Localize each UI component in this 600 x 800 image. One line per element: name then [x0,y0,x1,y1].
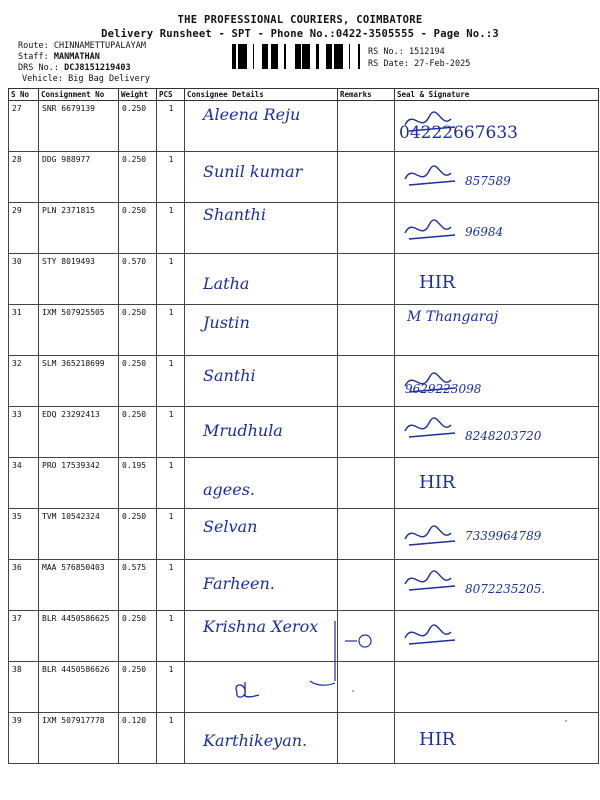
row-sno: 36 [9,560,39,611]
col-consignee: Consignee Details [185,89,338,101]
row-pcs: 1 [157,560,185,611]
row-weight: 0.250 [119,662,157,713]
row-remarks [338,560,395,611]
consignee-handwriting: Aleena Reju [203,105,301,124]
scribble-icon [185,662,335,712]
table-row [9,662,599,713]
speck [565,720,567,722]
consignee-handwriting: Karthikeyan. [203,731,308,750]
consignee-handwriting: Krishna Xerox [203,617,319,636]
row-consignment: SLM 365218699 [39,356,119,407]
row-signature [395,407,599,458]
row-consignment: IXM 507917778 [39,713,119,764]
row-consignment: STY 8019493 [39,254,119,305]
row-sno: 38 [9,662,39,713]
row-sno: 31 [9,305,39,356]
row-consignment: IXM 507925505 [39,305,119,356]
row-weight: 0.250 [119,356,157,407]
row-weight: 0.250 [119,203,157,254]
row-remarks [338,356,395,407]
rs-date-line: RS Date: 27-Feb-2025 [368,59,471,69]
runsheet-title: Delivery Runsheet - SPT - Phone No.:0422-3505555 - Page No.:3 [101,28,499,40]
row-weight: 0.250 [119,305,157,356]
row-weight: 0.250 [119,407,157,458]
row-signature [395,203,599,254]
row-consignee [185,560,338,611]
row-consignee [185,407,338,458]
row-pcs: 1 [157,407,185,458]
row-remarks [338,152,395,203]
table-row [9,407,599,458]
vehicle-line: Vehicle: Big Bag Delivery [22,74,150,84]
row-sno: 37 [9,611,39,662]
consignee-handwriting: Farheen. [203,574,275,593]
row-weight: 0.250 [119,101,157,152]
row-signature [395,152,599,203]
row-consignment: SNR 6679139 [39,101,119,152]
speck [352,690,354,692]
company-name: THE PROFESSIONAL COURIERS, COIMBATORE [177,14,423,26]
row-weight: 0.120 [119,713,157,764]
row-remarks [338,305,395,356]
signature-text: M Thangaraj [407,309,499,325]
row-sno: 34 [9,458,39,509]
row-signature [395,356,599,407]
row-sno: 28 [9,152,39,203]
row-signature [395,101,599,152]
row-weight: 0.570 [119,254,157,305]
row-consignment: PLN 2371815 [39,203,119,254]
col-consignment: Consignment No [39,89,119,101]
row-consignee [185,254,338,305]
staff-line: Staff: MANMATHAN [18,52,100,62]
row-pcs: 1 [157,458,185,509]
table-row [9,152,599,203]
row-signature [395,509,599,560]
consignee-handwriting: Shanthi [203,205,266,224]
table-row [9,305,599,356]
consignee-handwriting: agees. [203,480,256,499]
row-sno: 33 [9,407,39,458]
signature-phone: 9629223098 [405,382,482,396]
row-consignment: EDQ 23292413 [39,407,119,458]
table-row [9,713,599,764]
signature-phone: 04222667633 [399,123,518,143]
table-row [9,458,599,509]
signature-text: HIR [419,272,456,293]
signature-phone: 8072235205. [465,582,546,596]
row-pcs: 1 [157,662,185,713]
consignee-handwriting: Justin [203,313,250,332]
signature-phone: 8248203720 [465,429,542,443]
row-consignment: DDG 988977 [39,152,119,203]
table-header [9,89,599,101]
consignee-handwriting: Selvan [203,517,258,536]
col-weight: Weight [119,89,157,101]
row-weight: 0.250 [119,611,157,662]
row-consignee [185,152,338,203]
row-remarks [338,509,395,560]
row-sno: 27 [9,101,39,152]
table-row [9,509,599,560]
row-consignee [185,458,338,509]
col-remarks: Remarks [338,89,395,101]
consignee-handwriting: Latha [203,274,250,293]
drs-line: DRS No.: DCJ8151219403 [18,63,131,73]
row-pcs: 1 [157,509,185,560]
row-sno: 32 [9,356,39,407]
row-pcs: 1 [157,611,185,662]
table-row [9,356,599,407]
barcode-icon [232,44,360,69]
row-signature [395,560,599,611]
row-remarks [338,203,395,254]
signature-text: HIR [419,729,456,750]
table-row [9,203,599,254]
row-consignee [185,356,338,407]
row-pcs: 1 [157,254,185,305]
row-signature [395,713,599,764]
signature-phone: 857589 [465,174,511,188]
col-pcs: PCS [157,89,185,101]
route-line: Route: CHINNAMETTUPALAYAM [18,41,146,51]
row-sno: 35 [9,509,39,560]
row-remarks [338,254,395,305]
signature-icon [395,356,595,406]
row-consignee [185,305,338,356]
row-pcs: 1 [157,203,185,254]
signature-phone: 7339964789 [465,529,542,543]
row-consignee [185,101,338,152]
consignee-handwriting: Sunil kumar [203,162,303,181]
row-pcs: 1 [157,356,185,407]
signature-phone: 96984 [465,225,504,239]
table-row [9,101,599,152]
row-pcs: 1 [157,101,185,152]
table-row [9,611,599,662]
signature-icon [395,611,595,661]
col-signature: Seal & Signature [395,89,599,101]
row-remarks [338,458,395,509]
row-consignee [185,611,338,662]
row-weight: 0.575 [119,560,157,611]
row-consignment: TVM 10542324 [39,509,119,560]
row-pcs: 1 [157,152,185,203]
row-signature [395,254,599,305]
signature-text: HIR [419,472,456,493]
row-sno: 30 [9,254,39,305]
row-signature [395,305,599,356]
consignee-handwriting: Mrudhula [203,421,283,440]
row-consignee [185,509,338,560]
row-remarks [338,713,395,764]
row-consignee [185,662,338,713]
table-row [9,254,599,305]
runsheet-table [8,88,599,764]
row-sno: 29 [9,203,39,254]
consignee-handwriting: Santhi [203,366,256,385]
row-weight: 0.250 [119,509,157,560]
row-consignee [185,713,338,764]
row-consignment: MAA 576850403 [39,560,119,611]
row-signature [395,662,599,713]
row-consignment: BLR 4450586625 [39,611,119,662]
row-signature [395,458,599,509]
row-pcs: 1 [157,713,185,764]
row-consignment: BLR 4450586626 [39,662,119,713]
row-weight: 0.250 [119,152,157,203]
row-consignment: PRO 17539342 [39,458,119,509]
row-remarks [338,407,395,458]
table-row [9,560,599,611]
row-signature [395,611,599,662]
row-remarks [338,101,395,152]
row-sno: 39 [9,713,39,764]
row-pcs: 1 [157,305,185,356]
row-consignee [185,203,338,254]
row-weight: 0.195 [119,458,157,509]
col-sno: S No [9,89,39,101]
rs-no-line: RS No.: 1512194 [368,47,445,57]
